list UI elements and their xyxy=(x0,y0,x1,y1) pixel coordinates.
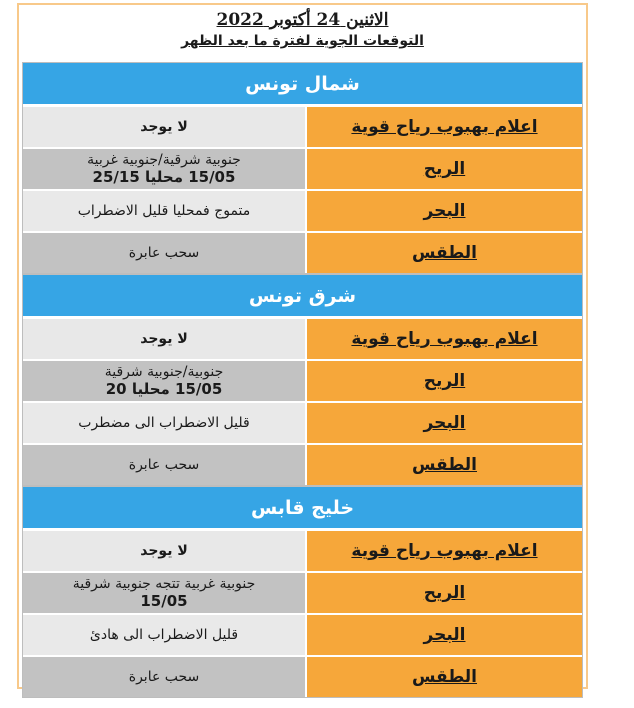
row-value: لا يوجد xyxy=(23,107,305,147)
row-wind xyxy=(23,571,582,613)
row-sea xyxy=(23,613,582,655)
row-value: سحب عابرة xyxy=(23,233,305,273)
row-label: اعلام بهبوب رياح قوية xyxy=(305,319,582,359)
row-label: الطقس xyxy=(305,233,582,273)
region-section-east xyxy=(22,274,583,486)
row-label: البحر xyxy=(305,191,582,231)
region-title: خليج قابس xyxy=(23,487,582,529)
row-value: متموج فمحليا قليل الاضطراب xyxy=(23,191,305,231)
region-title: شمال تونس xyxy=(23,63,582,105)
row-value: جنوبية/جنوبية شرقية 15/05 محليا 20 xyxy=(23,361,305,401)
row-label: اعلام بهبوب رياح قوية xyxy=(305,107,582,147)
row-label: البحر xyxy=(305,403,582,443)
row-label: الريح xyxy=(305,573,582,613)
row-sea xyxy=(23,189,582,231)
row-value: لا يوجد xyxy=(23,531,305,571)
region-section-gabes-gulf xyxy=(22,486,583,698)
row-weather xyxy=(23,655,582,697)
row-value: جنوبية شرقية/جنوبية غربية 15/05 محليا 25/15 xyxy=(23,149,305,189)
row-strong-wind-alert xyxy=(23,105,582,147)
row-label: الريح xyxy=(305,361,582,401)
row-strong-wind-alert xyxy=(23,529,582,571)
row-label: الطقس xyxy=(305,445,582,485)
forecast-date: الاثنين 24 أكتوبر 2022 xyxy=(216,10,389,30)
row-weather xyxy=(23,231,582,273)
row-value: لا يوجد xyxy=(23,319,305,359)
forecast-subtitle: التوقعات الجوية لفترة ما بعد الظهر xyxy=(181,33,424,49)
row-wind xyxy=(23,147,582,189)
row-wind xyxy=(23,359,582,401)
region-title: شرق تونس xyxy=(23,275,582,317)
row-sea xyxy=(23,401,582,443)
row-value: سحب عابرة xyxy=(23,657,305,697)
row-value: قليل الاضطراب الى مضطرب xyxy=(23,403,305,443)
row-weather xyxy=(23,443,582,485)
region-section-north xyxy=(22,62,583,274)
row-strong-wind-alert xyxy=(23,317,582,359)
row-label: البحر xyxy=(305,615,582,655)
row-label: اعلام بهبوب رياح قوية xyxy=(305,531,582,571)
row-label: الطقس xyxy=(305,657,582,697)
row-label: الريح xyxy=(305,149,582,189)
row-value: قليل الاضطراب الى هادئ xyxy=(23,615,305,655)
row-value: سحب عابرة xyxy=(23,445,305,485)
row-value: جنوبية غربية تتجه جنوبية شرقية 15/05 xyxy=(23,573,305,613)
forecast-header xyxy=(17,3,588,55)
